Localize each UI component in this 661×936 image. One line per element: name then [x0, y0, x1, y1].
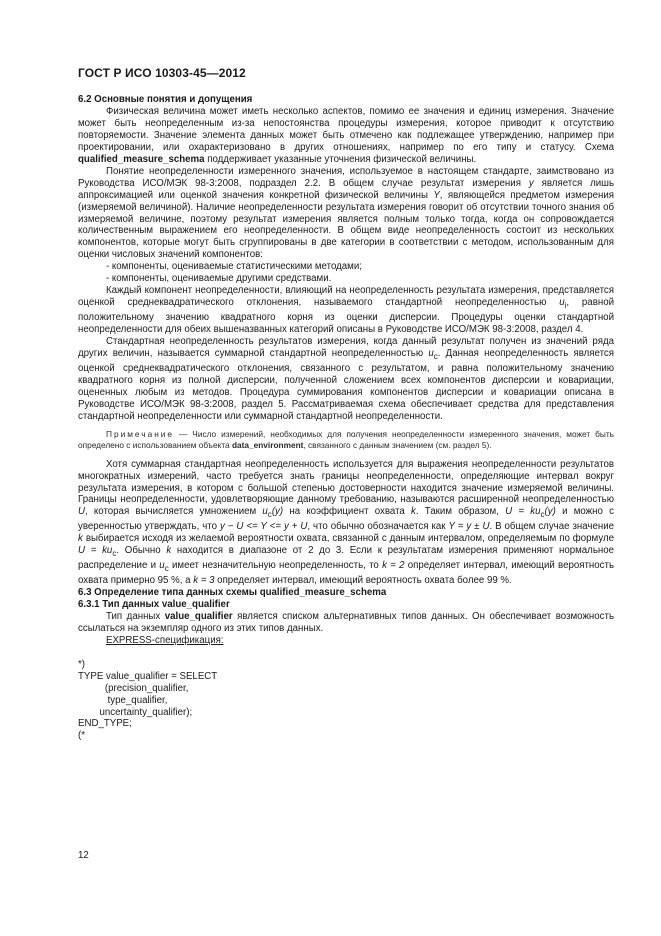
- express-spec-label: EXPRESS-спецификация:: [106, 634, 224, 646]
- code-line: uncertainty_qualifier);: [78, 706, 193, 718]
- code-line: type_qualifier,: [78, 694, 168, 706]
- paragraph-value-qualifier: Тип данных value_qualifier является списком альтернативных типов данных. Он обеспечивает возможность ссылаться на экземпляр одного из этих типов данных.: [78, 610, 614, 634]
- list-item: - компоненты, оцениваемые статистическими методами;: [106, 261, 362, 273]
- note-label: Примечание: [106, 428, 175, 439]
- paragraph-2: Понятие неопределенности измеренного значения, используемое в настоящем стандарте, заимствовано из Руководства ИСО/МЭК 98-3:2008, подраздел 2.2. В общем случае результат измерения y является лишь аппроксимацией или оценкой значения конкретной физической величины Y, являющейся предметом измерения (измеряемой величиной). Наличие неопределенности результата измерения говорит об отсутствии точного знания об измеряемой величине, поэтому результат измерения является полным только тогда, когда он сопровождается количественным выражением его неопределенности. В общем виде неопределенность состоит из нескольких компонентов, которые могут быть сгруппированы в две категории в соответствии с методом, использованным для оценки числовых значений компонентов:: [78, 165, 614, 261]
- list-item: - компоненты, оцениваемые другими средствами.: [106, 273, 332, 285]
- section-heading-6-3-1: 6.3.1 Тип данных value_qualifier: [78, 598, 230, 610]
- code-line: TYPE value_qualifier = SELECT: [78, 670, 218, 682]
- paragraph-4: Стандартная неопределенность результатов измерения, когда данный результат получен из значений ряда других величин, называется суммарной стандартной неопределенностью $u_c$. Данная неопределенность является оценкой среднеквадратического отклонения, связанного с результатом, и равна положительному значению квадратного корня из полной дисперсии, полученной сложением всех компонентов дисперсии и ковариации, оцененных любым из методов. Процедура суммирования компонентов дисперсии и ковариации описана в Руководстве ИСО/МЭК 98-3:2008, раздел 5. Рассматриваемая схема обеспечивает средства для представления стандартной неопределенности или суммарной стандартной неопределенности.: [78, 336, 614, 422]
- section-heading-6-2: 6.2 Основные понятия и допущения: [78, 94, 253, 105]
- code-line: (precision_qualifier,: [78, 682, 189, 694]
- section-heading-6-3: 6.3 Определение типа данных схемы qualified_measure_schema: [78, 586, 387, 598]
- code-line: *): [78, 658, 85, 670]
- paragraph-5: Хотя суммарная стандартная неопределенность используется для выражения неопределенности результатов многократных измерений, часто требуется знать границы неопределенности, определяющие интервал вокруг результата измерения, в котором с большой степенью достоверности находится значение измеряемой величины. Границы неопределенности, удовлетворяющие данному требованию, называются расширенной неопределенностью U, которая вычисляется умножением $u_c(y)$ на коэффициент охвата k. Таким образом, $U = ku_c(y)$ и можно с уверенностью утверждать, что y − U <= Y <= y + U, что обычно обозначается как Y = y ± U. В общем случае значение k выбирается исходя из желаемой вероятности охвата, связанной с данным интервалом, определяемым по формуле $U = ku_c$. Обычно k находится в диапазоне от 2 до 3. Если к результатам измерения применяют нормальное распределение и $u_c$ имеет незначительную неопределенность, то k = 2 определяет интервал, имеющий вероятность охвата примерно 95 %, а k = 3 определяет интервал, имеющий вероятность охвата более 99 %.: [78, 458, 615, 586]
- paragraph-1: Физическая величина может иметь несколько аспектов, помимо ее значения и единиц измерения. Значение может быть неопределенным из-за непостоянства процедуры измерения, которое приводит к отсутствию повторяемости. Значение элемента данных может быть отмечено как подлежащее утверждению, например при проектировании, или охарактеризовано в других отношениях, например по его типу и статусу. Схема qualified_measure_schema поддерживает указанные уточнения физической величины.: [78, 105, 614, 165]
- page-content: [78, 94, 614, 742]
- document-header: ГОСТ Р ИСО 10303-45—2012: [78, 66, 246, 80]
- page-number: 12: [78, 850, 89, 861]
- code-line: (*: [78, 730, 85, 742]
- paragraph-3: Каждый компонент неопределенности, влияющий на неопределенность результата измерения, представляется оценкой среднеквадратического отклонения, называемого стандартной неопределенностью $u_i$, равной положительному значению квадратного корня из оценки дисперсии. Процедуры оценки стандартной неопределенности для обеих вышеназванных категорий описаны в Руководстве ИСО/МЭК 98-3:2008, раздел 4.: [78, 285, 614, 336]
- code-line: END_TYPE;: [78, 718, 132, 730]
- note-paragraph: Примечание — Число измерений, необходимых для получения неопределенности измеренного значения, может быть определено с использованием объекта data_environment, связанного с данным значением (см. раздел 5).: [78, 428, 614, 450]
